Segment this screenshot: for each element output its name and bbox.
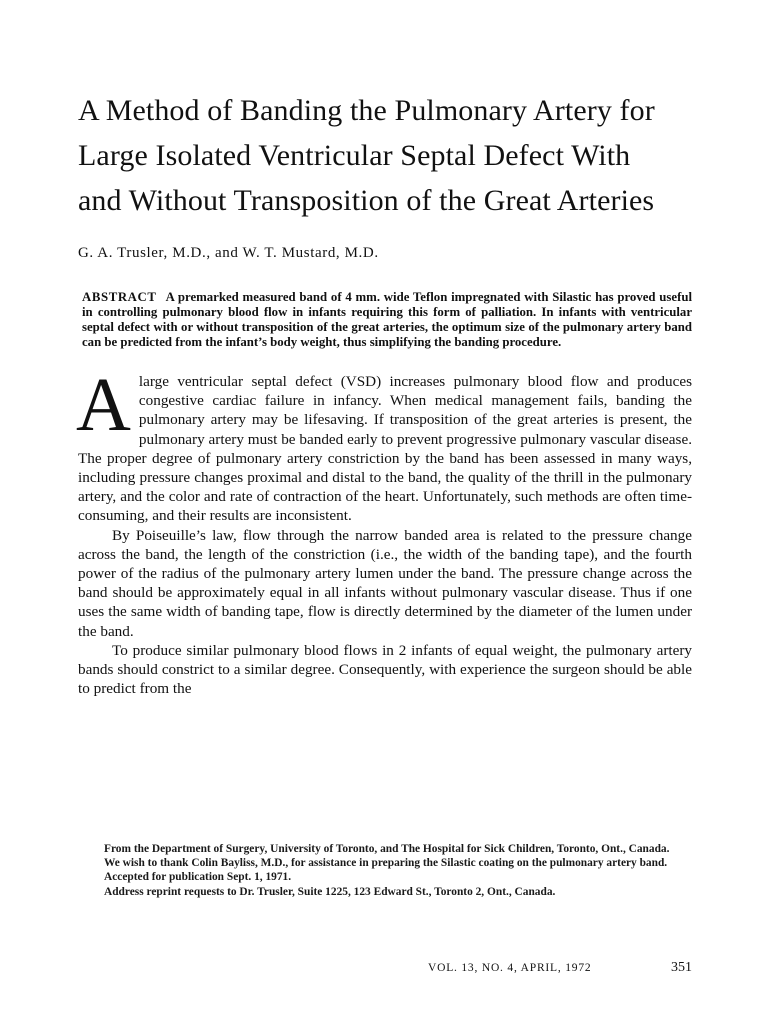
article-page [78,88,692,698]
paragraph-2: By Poiseuille’s law, flow through the narrow banded area is related to the pressure change across the band, the length of the constriction (i.e., the width of the banding tape), and the fourth power of the radius of the pulmonary artery lumen under the band. The pressure change across the band should be approximately equal in all infants without pulmonary vascular disease. Thus if one uses the same width of banding tape, flow is directly determined by the diameter of the lumen under the band. [78,526,692,640]
footnote-acknowledgment: We wish to thank Colin Bayliss, M.D., for assistance in preparing the Silastic coating on the pulmonary artery band. [104,857,668,870]
journal-volume: VOL. 13, NO. 4, APRIL, 1972 [428,962,592,974]
footnote-affiliation: From the Department of Surgery, University of Toronto, and The Hospital for Sick Children, Toronto, Ont., Canada. [104,843,670,855]
paragraph-1 [76,363,692,526]
page-footer [428,960,692,976]
abstract-label: ABSTRACT [82,290,157,304]
footnotes [86,842,692,899]
body-text [76,363,692,698]
paragraph-1-text: large ventricular septal defect (VSD) increases pulmonary blood flow and produces congestive cardiac failure in infancy. When medical management fails, banding the pulmonary artery may be lifesaving. If transposition of the great arteries is present, the pulmonary artery must be banded early to prevent progressive pulmonary vascular disease. The proper degree of pulmonary artery constriction by the band has been assessed in many ways, including pressure changes proximal and distal to the band, the quality of the thrill in the pulmonary artery, and the color and rate of contraction of the heart. Unfortunately, such methods are often timeconsuming, and their results are inconsistent. [78,373,692,525]
abstract [82,290,692,350]
abstract-text: A premarked measured band of 4 mm. wide Teflon impregnated with Silastic has proved useful in controlling pulmonary blood flow in infants requiring this form of palliation. In infants with ventricular septal defect with or without transposition of the great arteries, the optimum size of the pulmonary artery band can be predicted from the infant’s body weight, thus simplifying the banding procedure. [82,290,692,349]
page-number: 351 [671,960,692,975]
article-title: A Method of Banding the Pulmonary Artery for Large Isolated Ventricular Septal Defect With and Without Transposition of the Great Arteries [78,94,655,217]
footnote-reprints: Address reprint requests to Dr. Trusler, Suite 1225, 123 Edward St., Toronto 2, Ont., Canada. [104,885,556,898]
footnote-accepted: Accepted for publication Sept. 1, 1971. [104,871,292,884]
drop-cap: A [76,363,131,447]
article-authors: G. A. Trusler, M.D., and W. T. Mustard, M.D. [78,245,379,261]
paragraph-3: To produce similar pulmonary blood flows in 2 infants of equal weight, the pulmonary artery bands should constrict to a similar degree. Consequently, with experience the surgeon should be able to predict from the [78,641,692,698]
